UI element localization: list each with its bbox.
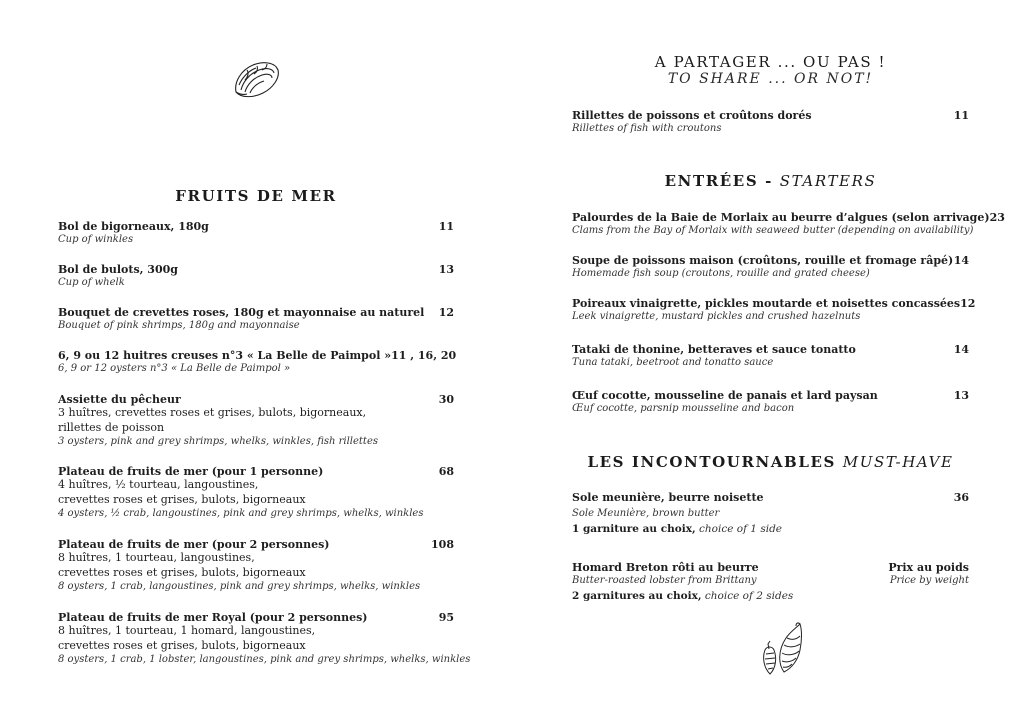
menu-item	[58, 220, 454, 248]
menu-item	[572, 491, 969, 536]
item-english: Tuna tataki, beetroot and tonatto sauce	[572, 357, 774, 368]
item-english: Rillettes of fish with croutons	[572, 123, 722, 134]
fruits-de-mer-title: FRUITS DE MER	[175, 187, 337, 205]
item-name: Assiette du pêcheur	[58, 393, 181, 406]
item-english: Homemade fish soup (croutons, rouille and grated cheese)	[572, 268, 870, 279]
item-price: 95	[438, 611, 454, 624]
item-description: 3 huîtres, crevettes roses et grises, bulots, bigorneaux,	[58, 406, 367, 419]
menu-item	[572, 561, 969, 603]
item-english: Clams from the Bay of Morlaix with seaweed butter (depending on availability)	[572, 225, 974, 236]
item-name: Soupe de poissons maison (croûtons, rouille et fromage râpé)	[572, 254, 954, 267]
entrees-title-en: STARTERS	[779, 172, 877, 190]
item-price: 36	[953, 491, 969, 504]
item-price: 30	[438, 393, 454, 406]
item-english: 8 oysters, 1 crab, 1 lobster, langoustines, pink and grey shrimps, whelks, winkles	[58, 654, 471, 665]
item-name: Bouquet de crevettes roses, 180g et mayonnaise au naturel	[58, 306, 425, 319]
item-name: Sole meunière, beurre noisette	[572, 491, 764, 504]
menu-item	[58, 611, 471, 668]
item-english: Cup of winkles	[58, 234, 134, 245]
item-name: Palourdes de la Baie de Morlaix au beurre d’algues (selon arrivage)	[572, 211, 990, 224]
menu-item	[58, 538, 454, 595]
menu-item	[58, 465, 454, 522]
item-price: 11	[953, 109, 969, 122]
item-price: 11	[438, 220, 454, 233]
item-price: Prix au poids	[888, 561, 969, 574]
menu-item	[58, 349, 457, 377]
item-name: Homard Breton rôti au beurre	[572, 561, 759, 574]
menu-item	[572, 109, 969, 137]
item-description: crevettes roses et grises, bulots, bigorneaux	[58, 492, 306, 506]
item-english: Sole Meunière, brown butter	[572, 508, 720, 519]
item-name: Plateau de fruits de mer (pour 2 personnes)	[58, 538, 330, 551]
a-partager-subtitle: TO SHARE ... OR NOT!	[667, 71, 874, 87]
item-english: 3 oysters, pink and grey shrimps, whelks, winkles, fish rillettes	[58, 436, 378, 447]
item-english: Œuf cocotte, parsnip mousseline and bacon	[572, 403, 795, 414]
item-english: Bouquet of pink shrimps, 180g and mayonnaise	[58, 320, 300, 331]
item-price: 108	[431, 538, 454, 551]
menu-item	[572, 254, 969, 282]
item-description: 4 huîtres, ½ tourteau, langoustines,	[58, 478, 259, 491]
item-price: 13	[438, 263, 454, 276]
item-name: Rillettes de poissons et croûtons dorés	[572, 109, 812, 122]
item-description: rillettes de poisson	[58, 420, 165, 434]
entrees-title	[572, 172, 969, 190]
item-price: 23	[989, 211, 1005, 224]
incontournables-title-en: MUST-HAVE	[842, 453, 954, 471]
item-name: Œuf cocotte, mousseline de panais et lard paysan	[572, 389, 878, 402]
menu-item	[58, 306, 454, 334]
side-fr: 1 garniture au choix,	[572, 522, 696, 535]
item-english: 8 oysters, 1 crab, langoustines, pink and grey shrimps, whelks, winkles	[58, 581, 421, 592]
item-english: 6, 9 or 12 oysters n°3 « La Belle de Paimpol »	[58, 363, 291, 374]
item-price: 11 , 16, 20	[391, 349, 457, 362]
item-name: Tataki de thonine, betteraves et sauce tonatto	[572, 343, 856, 356]
item-price: 12	[960, 297, 976, 310]
item-price: 68	[438, 465, 454, 478]
item-name: Plateau de fruits de mer Royal (pour 2 personnes)	[58, 611, 368, 624]
item-side-choice	[572, 522, 969, 537]
item-price-english: Price by weight	[889, 575, 969, 586]
item-price: 14	[953, 254, 969, 267]
side-en: choice of 2 sides	[704, 589, 794, 602]
item-price: 14	[953, 343, 969, 356]
menu-item	[58, 393, 454, 450]
item-description: crevettes roses et grises, bulots, bigorneaux	[58, 638, 306, 652]
menu-item	[572, 389, 969, 417]
menu-item	[58, 263, 454, 291]
oyster-illustration-icon	[233, 58, 281, 100]
incontournables-title	[572, 453, 969, 471]
item-name: Poireaux vinaigrette, pickles moutarde et noisettes concassées	[572, 297, 961, 310]
side-fr: 2 garnitures au choix,	[572, 589, 702, 602]
item-description: crevettes roses et grises, bulots, bigorneaux	[58, 565, 306, 579]
item-name: Plateau de fruits de mer (pour 1 personne)	[58, 465, 324, 478]
incontournables-title-fr: LES INCONTOURNABLES	[587, 453, 843, 471]
side-en: choice of 1 side	[699, 522, 783, 535]
item-price: 12	[438, 306, 454, 319]
menu-item	[572, 297, 976, 325]
menu-item	[572, 343, 969, 371]
item-name: Bol de bigorneaux, 180g	[58, 220, 209, 233]
item-english: Cup of whelk	[58, 277, 125, 288]
item-side-choice	[572, 589, 969, 604]
entrees-title-fr: ENTRÉES -	[664, 172, 780, 190]
item-name: Bol de bulots, 300g	[58, 263, 178, 276]
item-price: 13	[953, 389, 969, 402]
item-english: 4 oysters, ½ crab, langoustines, pink and grey shrimps, whelks, winkles	[58, 508, 424, 519]
item-english: Leek vinaigrette, mustard pickles and crushed hazelnuts	[572, 311, 861, 322]
item-description: 8 huîtres, 1 tourteau, langoustines,	[58, 551, 255, 564]
item-english: Butter-roasted lobster from Brittany	[572, 575, 757, 586]
menu-item	[572, 211, 1005, 239]
item-description: 8 huîtres, 1 tourteau, 1 homard, langoustines,	[58, 624, 316, 637]
item-name: 6, 9 ou 12 huitres creuses n°3 « La Belle de Paimpol »	[58, 349, 392, 362]
a-partager-title: A PARTAGER ... OU PAS !	[654, 53, 887, 71]
seashells-illustration-icon	[758, 620, 808, 678]
